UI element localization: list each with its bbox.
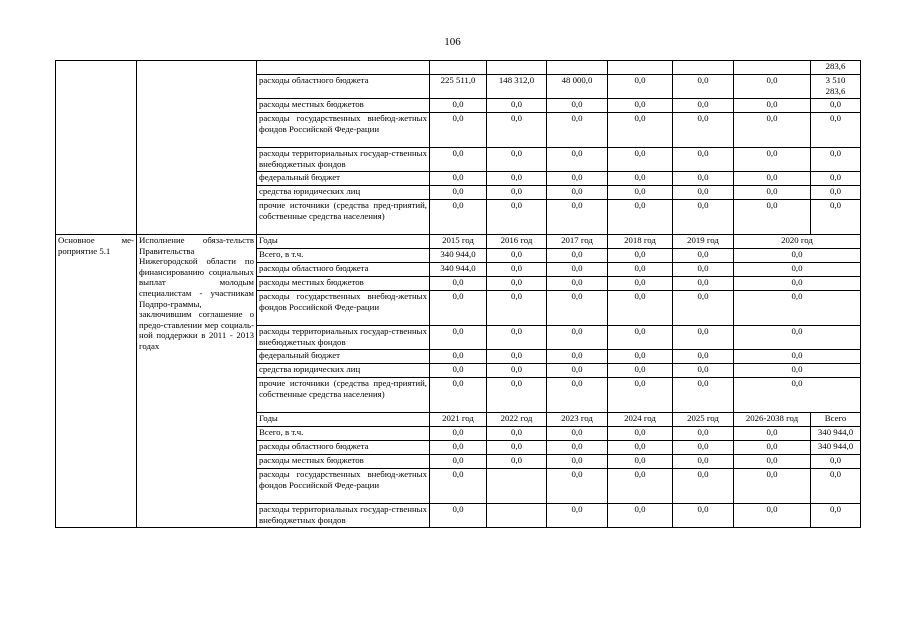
year-header: 2026-2038 год: [734, 413, 811, 427]
value-cell: 0,0: [673, 378, 734, 413]
value-cell: 0,0: [487, 186, 547, 200]
value-cell: 0,0: [811, 504, 861, 528]
value-cell: 0,0: [734, 172, 811, 186]
value-cell: 0,0: [811, 148, 861, 172]
value-cell: 0,0: [673, 99, 734, 113]
value-cell: 0,0: [734, 186, 811, 200]
value-cell: 0,0: [430, 455, 487, 469]
year-header: 2025 год: [673, 413, 734, 427]
value-cell: 0,0: [487, 263, 547, 277]
empty-cell: [734, 61, 811, 75]
value-cell: 0,0: [430, 277, 487, 291]
value-cell: 0,0: [608, 469, 673, 504]
value-cell: 0,0: [547, 249, 608, 263]
value-cell: 0,0: [673, 277, 734, 291]
year-header-merged: 2020 год: [734, 235, 861, 249]
value-cell: 0,0: [811, 186, 861, 200]
value-cell: 0,0: [430, 469, 487, 504]
value-cell: 0,0: [608, 277, 673, 291]
value-cell: 340 944,0: [811, 427, 861, 441]
source-label: Всего, в т.ч.: [257, 427, 430, 441]
value-cell: 225 511,0: [430, 75, 487, 99]
value-cell: 0,0: [673, 263, 734, 277]
value-cell: 148 312,0: [487, 75, 547, 99]
value-cell: 3 510 283,6: [811, 75, 861, 99]
value-cell: 0,0: [547, 326, 608, 350]
value-cell: 0,0: [608, 350, 673, 364]
value-cell: 0,0: [673, 75, 734, 99]
empty-cell: [547, 61, 608, 75]
value-cell: 0,0: [430, 350, 487, 364]
value-cell: 0,0: [608, 504, 673, 528]
value-cell: 0,0: [673, 113, 734, 148]
years-label: Годы: [257, 413, 430, 427]
value-cell: 0,0: [487, 441, 547, 455]
value-cell: 0,0: [547, 504, 608, 528]
value-cell: 0,0: [811, 113, 861, 148]
value-cell: 0,0: [734, 441, 811, 455]
value-cell: 0,0: [547, 441, 608, 455]
value-cell: 0,0: [673, 148, 734, 172]
empty-cell: [257, 61, 430, 75]
value-cell: 0,0: [430, 99, 487, 113]
value-cell: 0,0: [608, 326, 673, 350]
value-cell: 340 944,0: [430, 263, 487, 277]
value-cell: 0,0: [608, 441, 673, 455]
value-cell: 0,0: [734, 200, 811, 235]
value-cell: 0,0: [547, 186, 608, 200]
value-cell: 0,0: [673, 291, 734, 326]
value-cell: 0,0: [487, 113, 547, 148]
value-cell: 0,0: [547, 172, 608, 186]
measure-cell-continued: [56, 61, 137, 235]
source-label: расходы местных бюджетов: [257, 277, 430, 291]
value-cell: 0,0: [673, 364, 734, 378]
value-cell: 0,0: [734, 148, 811, 172]
value-cell: 0,0: [487, 350, 547, 364]
year-header: 2021 год: [430, 413, 487, 427]
value-cell: 0,0: [734, 504, 811, 528]
empty-cell: [430, 61, 487, 75]
value-cell: 283,6: [811, 61, 861, 75]
value-cell: 0,0: [811, 469, 861, 504]
value-cell: 48 000,0: [547, 75, 608, 99]
empty-cell: [608, 61, 673, 75]
source-label: расходы территориальных государ-ственных внебюджетных фондов: [257, 504, 430, 528]
value-cell: 0,0: [547, 455, 608, 469]
year-header: 2018 год: [608, 235, 673, 249]
value-cell: 0,0: [734, 455, 811, 469]
value-cell: 0,0: [673, 350, 734, 364]
value-cell: 0,0: [487, 427, 547, 441]
value-cell: 0,0: [547, 469, 608, 504]
value-cell-merged: 0,0: [734, 263, 861, 277]
value-cell: 0,0: [608, 263, 673, 277]
value-cell: 0,0: [430, 378, 487, 413]
value-cell: 0,0: [547, 148, 608, 172]
value-cell: [487, 469, 547, 504]
value-cell: 0,0: [608, 75, 673, 99]
value-cell: 0,0: [487, 455, 547, 469]
value-cell: 0,0: [487, 378, 547, 413]
source-label: федеральный бюджет: [257, 350, 430, 364]
source-label: расходы территориальных государ-ственных внебюджетных фондов: [257, 326, 430, 350]
value-cell-merged: 0,0: [734, 291, 861, 326]
measure-description: Исполнение обяза-тельств Правительства Нижегородской области по финансированию социальных выплат молодым специалистам - участникам Подпро-граммы, заключившим соглашение о предо-ставлении мер социаль-ной поддержки в 2011 - 2013 годах: [137, 235, 257, 528]
value-cell: 0,0: [673, 469, 734, 504]
value-cell: 0,0: [487, 326, 547, 350]
value-cell: 0,0: [608, 113, 673, 148]
value-cell: 0,0: [430, 427, 487, 441]
value-cell: 0,0: [547, 263, 608, 277]
value-cell: 0,0: [608, 172, 673, 186]
value-cell: 0,0: [430, 172, 487, 186]
source-label: расходы государственных внебюд-жетных фондов Российской Феде-рации: [257, 113, 430, 148]
value-cell: 340 944,0: [811, 441, 861, 455]
value-cell-merged: 0,0: [734, 249, 861, 263]
value-cell: 0,0: [673, 172, 734, 186]
value-cell: 0,0: [487, 200, 547, 235]
value-cell: 0,0: [487, 172, 547, 186]
source-label: расходы государственных внебюд-жетных фондов Российской Феде-рации: [257, 291, 430, 326]
value-cell: 0,0: [487, 291, 547, 326]
value-cell: 0,0: [608, 249, 673, 263]
value-cell-merged: 0,0: [734, 364, 861, 378]
source-label: расходы областного бюджета: [257, 75, 430, 99]
value-cell: 0,0: [487, 99, 547, 113]
value-cell: 0,0: [608, 427, 673, 441]
value-cell: 0,0: [430, 186, 487, 200]
year-header: 2017 год: [547, 235, 608, 249]
value-cell: 0,0: [734, 99, 811, 113]
value-cell: 0,0: [430, 113, 487, 148]
value-cell: [487, 504, 547, 528]
value-cell: 0,0: [734, 75, 811, 99]
year-header: 2023 год: [547, 413, 608, 427]
value-cell: 0,0: [608, 148, 673, 172]
measure-name: Основное ме-роприятие 5.1: [56, 235, 137, 528]
source-label: Всего, в т.ч.: [257, 249, 430, 263]
budget-table: [55, 60, 861, 528]
value-cell: 0,0: [547, 291, 608, 326]
empty-cell: [487, 61, 547, 75]
source-label: федеральный бюджет: [257, 172, 430, 186]
source-label: расходы территориальных государ-ственных внебюджетных фондов: [257, 148, 430, 172]
value-cell: 0,0: [673, 200, 734, 235]
source-label: расходы местных бюджетов: [257, 99, 430, 113]
value-cell: 0,0: [430, 148, 487, 172]
value-cell: 0,0: [734, 427, 811, 441]
value-cell: 0,0: [811, 172, 861, 186]
value-cell: 0,0: [430, 441, 487, 455]
value-cell-merged: 0,0: [734, 277, 861, 291]
value-cell: 0,0: [430, 326, 487, 350]
value-cell: 0,0: [430, 200, 487, 235]
value-cell: 0,0: [547, 350, 608, 364]
value-cell: 0,0: [608, 378, 673, 413]
value-cell: 0,0: [608, 186, 673, 200]
value-cell: 0,0: [734, 469, 811, 504]
value-cell: 0,0: [673, 249, 734, 263]
value-cell-merged: 0,0: [734, 326, 861, 350]
value-cell: 0,0: [430, 291, 487, 326]
source-label: прочие источники (средства пред-приятий, собственные средства населения): [257, 200, 430, 235]
value-cell: 0,0: [608, 200, 673, 235]
description-cell-continued: [137, 61, 257, 235]
value-cell: 0,0: [487, 364, 547, 378]
value-cell: 0,0: [547, 427, 608, 441]
value-cell: 0,0: [547, 364, 608, 378]
source-label: расходы областного бюджета: [257, 263, 430, 277]
year-header: 2015 год: [430, 235, 487, 249]
value-cell: 0,0: [608, 291, 673, 326]
value-cell: 0,0: [608, 364, 673, 378]
source-label: расходы местных бюджетов: [257, 455, 430, 469]
value-cell: 0,0: [673, 455, 734, 469]
source-label: расходы областного бюджета: [257, 441, 430, 455]
value-cell: 0,0: [430, 364, 487, 378]
value-cell: 0,0: [547, 113, 608, 148]
value-cell: 0,0: [487, 277, 547, 291]
year-header: 2024 год: [608, 413, 673, 427]
value-cell: 0,0: [811, 99, 861, 113]
value-cell: 0,0: [487, 148, 547, 172]
year-header: Всего: [811, 413, 861, 427]
value-cell: 0,0: [608, 99, 673, 113]
value-cell-merged: 0,0: [734, 350, 861, 364]
year-header: 2016 год: [487, 235, 547, 249]
value-cell: 0,0: [430, 504, 487, 528]
value-cell: 0,0: [547, 277, 608, 291]
value-cell: 0,0: [487, 249, 547, 263]
value-cell: 0,0: [547, 200, 608, 235]
years-label: Годы: [257, 235, 430, 249]
year-header: 2019 год: [673, 235, 734, 249]
value-cell: 0,0: [608, 455, 673, 469]
table-row: [56, 61, 861, 75]
value-cell: 0,0: [811, 200, 861, 235]
value-cell: 0,0: [734, 113, 811, 148]
year-header: 2022 год: [487, 413, 547, 427]
value-cell: 340 944,0: [430, 249, 487, 263]
table-row: [56, 235, 861, 249]
value-cell: 0,0: [673, 326, 734, 350]
source-label: расходы государственных внебюд-жетных фондов Российской Феде-рации: [257, 469, 430, 504]
value-cell: 0,0: [547, 378, 608, 413]
value-cell: 0,0: [673, 504, 734, 528]
value-cell: 0,0: [673, 427, 734, 441]
value-cell: 0,0: [811, 455, 861, 469]
value-cell-merged: 0,0: [734, 378, 861, 413]
value-cell: 0,0: [673, 441, 734, 455]
value-cell: 0,0: [673, 186, 734, 200]
value-cell: 0,0: [547, 99, 608, 113]
source-label: прочие источники (средства пред-приятий, собственные средства населения): [257, 378, 430, 413]
source-label: средства юридических лиц: [257, 364, 430, 378]
empty-cell: [673, 61, 734, 75]
page-number: 106: [444, 36, 461, 48]
source-label: средства юридических лиц: [257, 186, 430, 200]
